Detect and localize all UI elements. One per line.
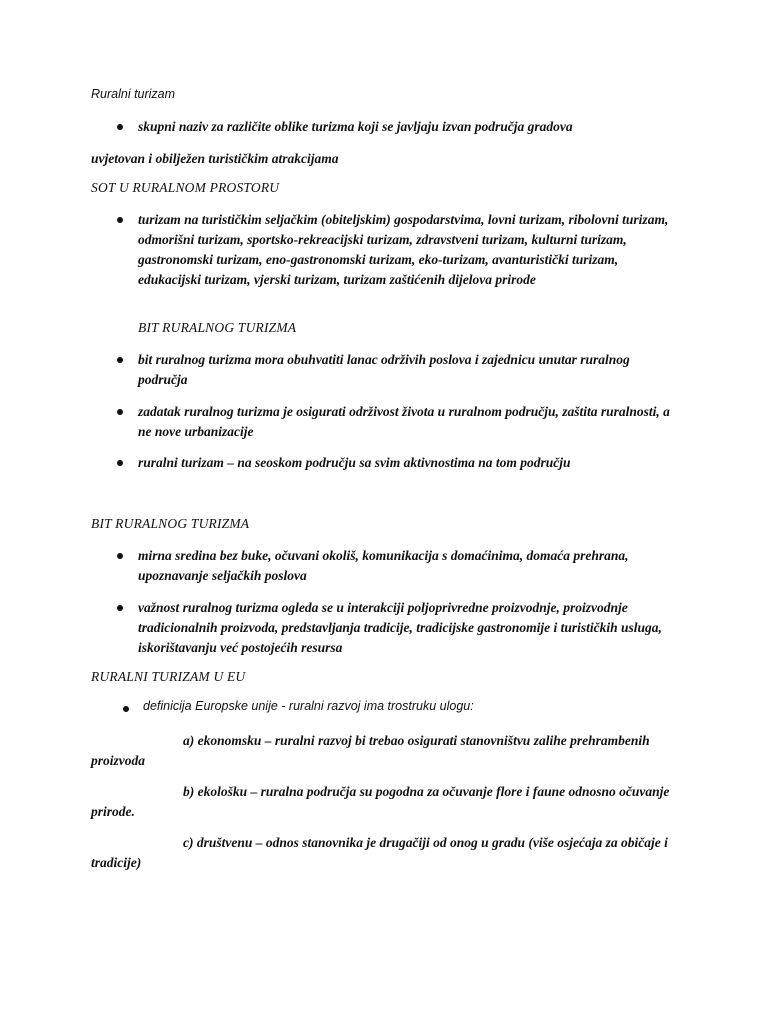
bullet-icon [117,409,123,415]
bit2-bullet-text: mirna sredina bez buke, očuvani okoliš, komunikacija s domaćinima, domaća prehrana, upoznavanje seljačkih poslova [138,548,629,583]
bit2-bullet-text: važnost ruralnog turizma ogleda se u interakciji poljoprivredne proizvodnje, proizvodnje tradicionalnih proizvoda, predstavljanja tradicije, tradicijske gastronomije i turističkih usluga, iskorištavanju već postojećih resursa [138,600,662,655]
bullet-icon [117,217,123,223]
eu-point: a) ekonomsku – ruralni razvoj bi trebao osigurati stanovništvu zalihe prehrambenih proizvoda [91,733,650,768]
bullet-icon [117,124,123,130]
eu-point: b) ekološku – ruralna područja su pogodna za očuvanje flore i faune odnosno očuvanje prirode. [91,784,670,819]
sot-bullet-text: turizam na turističkim seljačkim (obiteljskim) gospodarstvima, lovni turizam, ribolovni turizam, odmorišni turizam, sportsko-rekreacijski turizam, zdravstveni turizam, kulturni turizam, gastronomski turizam, eno-gastronomski turizam, eko-turizam, avanturistički turizam, edukacijski turizam, vjerski turizam, turizam zaštićenih dijelova prirode [138,212,669,287]
section-heading-bit-2: BIT RURALNOG TURIZMA [91,516,250,531]
section-heading-sot: SOT U RURALNOM PROSTORU [91,180,280,195]
document-title: Ruralni turizam [91,87,176,101]
bit1-bullet-text: ruralni turizam – na seoskom području sa svim aktivnostima na tom području [138,455,571,470]
bullet-icon [117,605,123,611]
eu-point: c) društvenu – odnos stanovnika je drugačiji od onog u gradu (više osjećaja za običaje i tradicije) [91,835,668,870]
section-heading-eu: RURALNI TURIZAM U EU [91,669,246,684]
intro-continuation: uvjetovan i obilježen turističkim atrakcijama [91,151,339,166]
bit1-bullet-text: bit ruralnog turizma mora obuhvatiti lanac održivih poslova i zajednicu unutar ruralnog područja [138,352,630,387]
bullet-icon [117,553,123,559]
bullet-icon [123,706,129,712]
eu-bullet-text: definicija Europske unije - ruralni razvoj ima trostruku ulogu: [143,699,474,713]
bit1-bullet-text: zadatak ruralnog turizma je osigurati održivost života u ruralnom području, zaštita ruralnosti, a ne nove urbanizacije [138,404,670,439]
bullet-icon [117,460,123,466]
section-heading-bit-1: BIT RURALNOG TURIZMA [138,320,297,335]
intro-bullet-text: skupni naziv za različite oblike turizma koji se javljaju izvan područja gradova [138,119,573,134]
bullet-icon [117,357,123,363]
